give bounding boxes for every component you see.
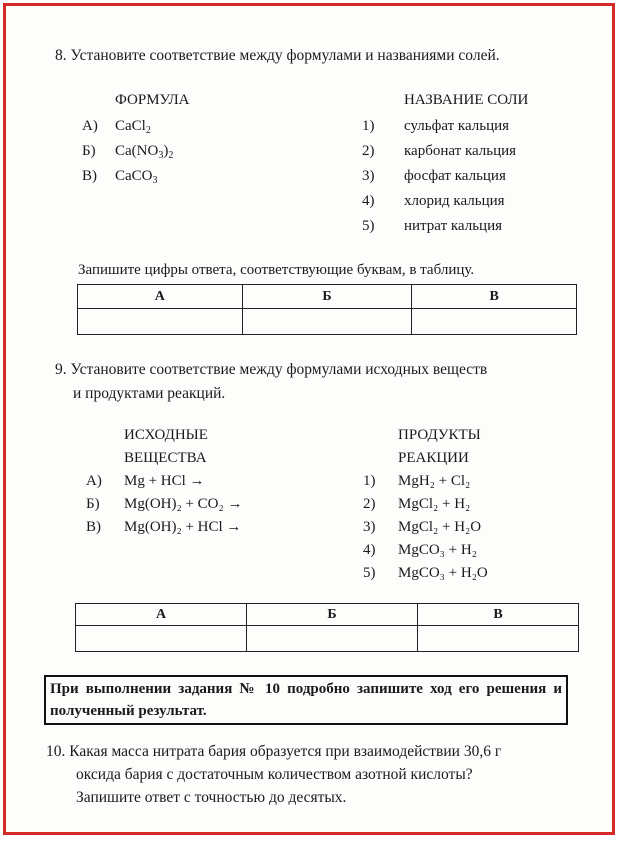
q8-answer-table — [77, 284, 577, 335]
q9-product-1-num: 1) — [363, 473, 376, 489]
q8-name-2: карбонат кальция — [404, 143, 517, 159]
q8-name-4-num: 4) — [362, 193, 375, 209]
q9-answer-cell-b[interactable] — [247, 626, 418, 652]
q9-product-2-num: 2) — [363, 496, 376, 512]
q10-line1: 10. Какая масса нитрата бария образуется при взаимодействии 30,6 г — [46, 743, 502, 760]
q9-product-4: MgCO₃ + H₂ — [398, 542, 477, 558]
q9-reactant-b: Mg(OH)₂ + CO₂ → — [124, 496, 243, 512]
q9-product-4-num: 4) — [363, 542, 376, 558]
q8-name-4: хлорид кальция — [404, 193, 505, 209]
q8-answer-cell-c[interactable] — [412, 309, 577, 335]
q9-product-5: MgCO₃ + H₂O — [398, 565, 488, 581]
q9-product-3: MgCl₂ + H₂O — [398, 519, 482, 535]
q8-formula-b: $Ca(NO_3)_2$ — [115, 143, 174, 161]
q8-formula-header: ФОРМУЛА — [115, 92, 190, 108]
q8-instruction: Запишите цифры ответа, соответствующие буквам, в таблицу. — [78, 262, 475, 278]
q8-name-5: нитрат кальция — [404, 218, 502, 234]
q9-table-header-c: В — [418, 604, 579, 626]
q9-product-2: MgCl₂ + H₂ — [398, 496, 471, 512]
q8-table-header-b: Б — [242, 285, 412, 309]
q9-reactant-a: Mg + HCl → — [124, 473, 205, 489]
q8-name-1: сульфат кальция — [404, 118, 510, 134]
q9-left-header-1: ИСХОДНЫЕ — [124, 427, 208, 443]
q9-reactant-a-letter: А) — [86, 473, 102, 489]
q8-name-3-num: 3) — [362, 168, 375, 184]
q9-table-header-b: Б — [247, 604, 418, 626]
q9-product-3-num: 3) — [363, 519, 376, 535]
q8-answer-cell-a[interactable] — [78, 309, 243, 335]
q8-formula-a-letter: А) — [82, 118, 98, 134]
q8-table-header-a: А — [78, 285, 243, 309]
q10-line3: Запишите ответ с точностью до десятых. — [76, 789, 347, 806]
q9-right-header-1: ПРОДУКТЫ — [398, 427, 481, 443]
q8-name-5-num: 5) — [362, 218, 375, 234]
q9-product-1: MgH₂ + Cl₂ — [398, 473, 471, 489]
q9-table-header-a: А — [76, 604, 247, 626]
task10-notice-box: При выполнении задания № 10 подробно запишите ход его решения и полученный результат. — [44, 675, 568, 725]
q8-answer-cell-b[interactable] — [242, 309, 412, 335]
q9-left-header-2: ВЕЩЕСТВА — [124, 450, 207, 466]
q9-answer-table — [75, 603, 579, 652]
q8-formula-b-letter: Б) — [82, 143, 96, 159]
q9-reactant-b-letter: Б) — [86, 496, 100, 512]
q9-reactant-c: Mg(OH)₂ + HCl → — [124, 519, 242, 535]
q8-name-header: НАЗВАНИЕ СОЛИ — [404, 92, 529, 108]
q9-right-header-2: РЕАКЦИИ — [398, 450, 469, 466]
q9-question-line2: и продуктами реакций. — [73, 385, 226, 402]
q10-line2: оксида бария с достаточным количеством азотной кислоты? — [76, 766, 473, 783]
q8-question: 8. Установите соответствие между формулами и названиями солей. — [55, 47, 500, 64]
q8-name-1-num: 1) — [362, 118, 375, 134]
q8-table-header-c: В — [412, 285, 577, 309]
q8-formula-c: CaCO$_3$ — [115, 168, 158, 186]
q8-formula-c-letter: В) — [82, 168, 97, 184]
q9-answer-cell-c[interactable] — [418, 626, 579, 652]
q8-name-3: фосфат кальция — [404, 168, 506, 184]
q9-reactant-c-letter: В) — [86, 519, 101, 535]
q8-name-2-num: 2) — [362, 143, 375, 159]
q8-formula-a: CaCl$_2$ — [115, 118, 151, 136]
q9-question-line1: 9. Установите соответствие между формулами исходных веществ — [55, 361, 488, 378]
q9-answer-cell-a[interactable] — [76, 626, 247, 652]
q9-product-5-num: 5) — [363, 565, 376, 581]
